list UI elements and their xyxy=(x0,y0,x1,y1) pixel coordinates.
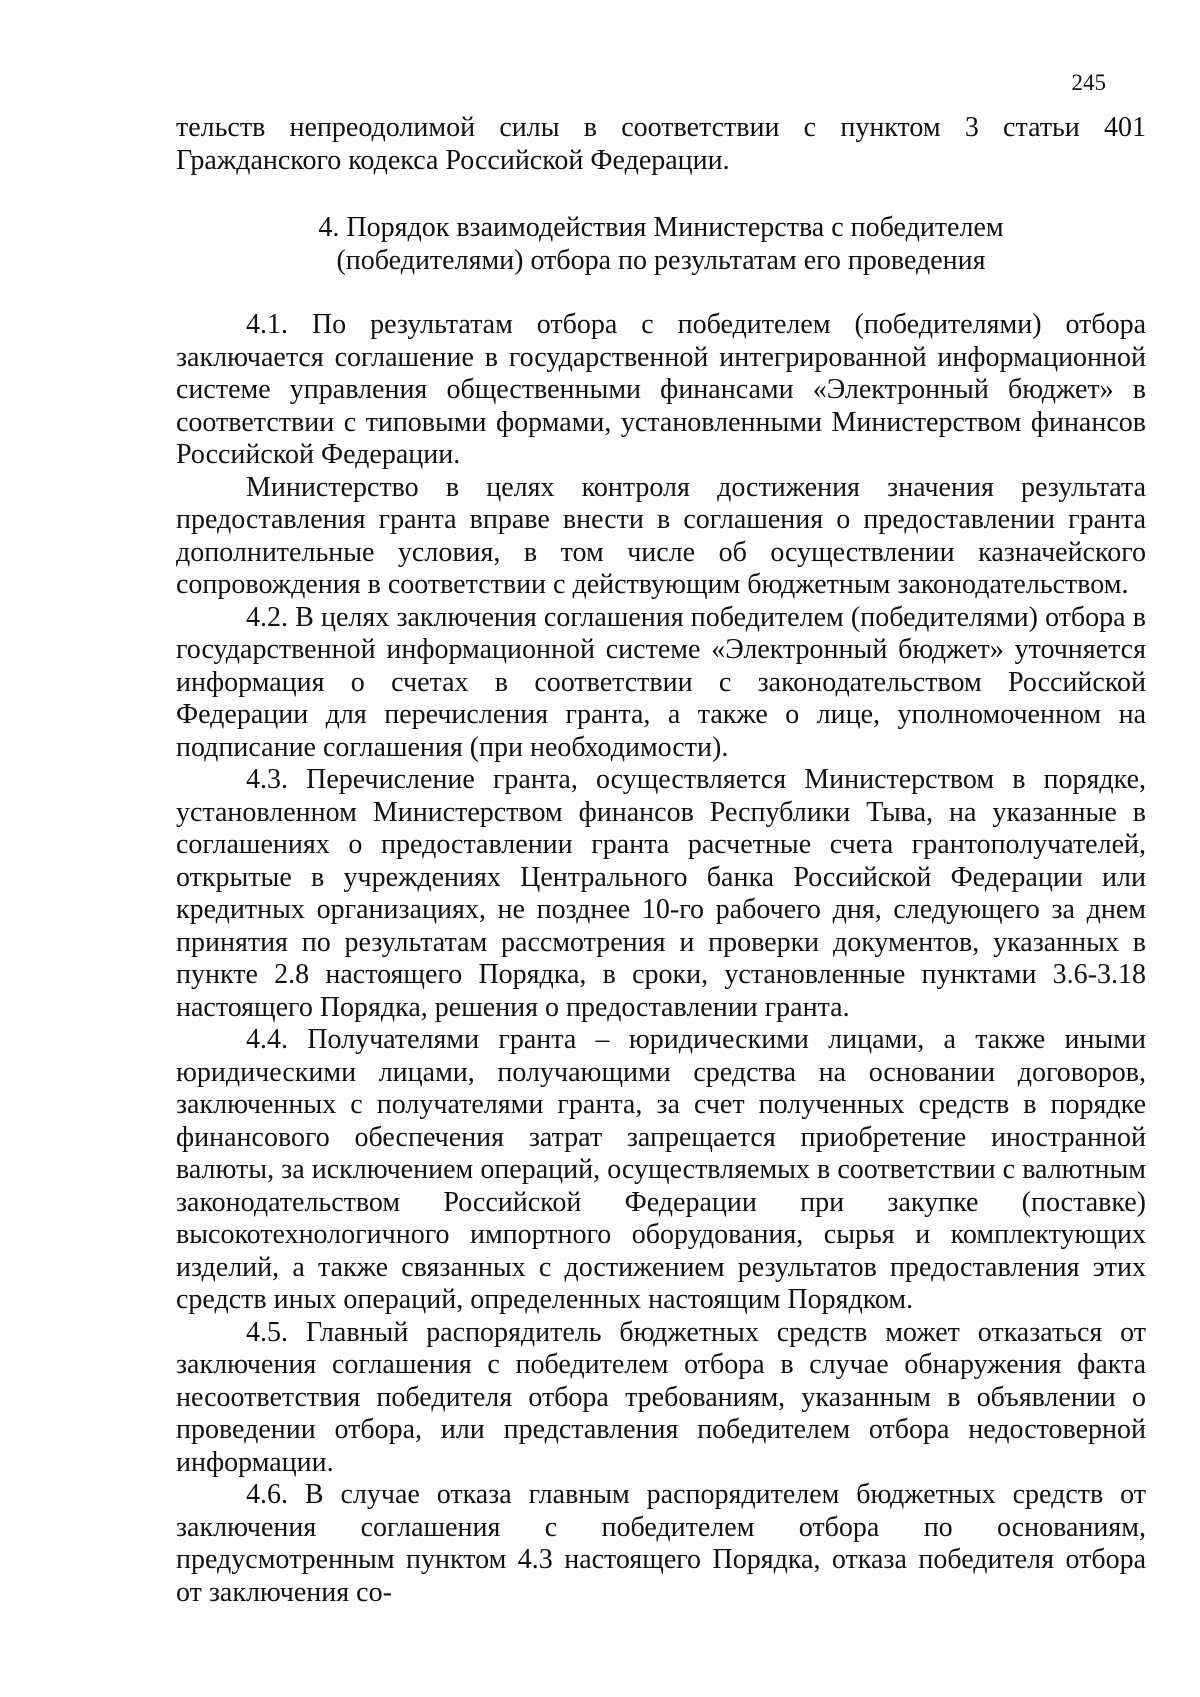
paragraph-4-1: 4.1. По результатам отбора с победителем (победителями) отбора заключается соглашение в государственной интегрированной информационной системе управления общественными финансами «Электронный бюджет» в соответствии с типовыми формами, установленными Министерством финансов Российской Федерации. xyxy=(176,309,1146,470)
page-number: 245 xyxy=(1071,70,1106,95)
paragraph-4-5: 4.5. Главный распорядитель бюджетных средств может отказаться от заключения соглашения с победителем отбора в случае обнаружения факта несоответствия победителя отбора требованиям, указанным в объявлении о проведении отбора, или представления победителем отбора недостоверной информации. xyxy=(176,1316,1146,1478)
section-heading-line-1: 4. Порядок взаимодействия Министерства с победителем xyxy=(318,212,1004,243)
paragraph-continuation: тельств непреодолимой силы в соответствии с пунктом 3 статьи 401 Гражданского кодекса Российской Федерации. xyxy=(176,112,1146,176)
paragraph-4-6: 4.6. В случае отказа главным распорядителем бюджетных средств от заключения соглашения с победителем отбора по основаниям, предусмотренным пунктом 4.3 настоящего Порядка, отказа победителя отбора от заключения со- xyxy=(176,1479,1146,1608)
section-heading xyxy=(176,212,1146,277)
paragraph-4-4: 4.4. Получателями гранта – юридическими лицами, а также иными юридическими лицами, получающими средства на основании договоров, заключенных с получателями гранта, за счет полученных средств в порядке финансового обеспечения затрат запрещается приобретение иностранной валюты, за исключением операций, осуществляемых в соответствии с валютным законодательством Российской Федерации при закупке (поставке) высокотехнологичного импортного оборудования, сырья и комплектующих изделий, а также связанных с достижением результатов предоставления этих средств иных операций, определенных настоящим Порядком. xyxy=(176,1024,1146,1315)
paragraph-4-3: 4.3. Перечисление гранта, осуществляется Министерством в порядке, установленном Министерством финансов Республики Тыва, на указанные в соглашениях о предоставлении гранта расчетные счета грантополучателей, открытые в учреждениях Центрального банка Российской Федерации или кредитных организациях, не позднее 10-го рабочего дня, следующего за днем принятия по результатам рассмотрения и проверки документов, указанных в пункте 2.8 настоящего Порядка, в сроки, установленные пунктами 3.6-3.18 настоящего Порядка, решения о предоставлении гранта. xyxy=(176,764,1146,1023)
paragraph-4-2: 4.2. В целях заключения соглашения победителем (победителями) отбора в государственной информационной системе «Электронный бюджет» уточняется информация о счетах в соответствии с законодательством Российской Федерации для перечисления гранта, а также о лице, уполномоченном на подписание соглашения (при необходимости). xyxy=(176,601,1146,763)
document-body xyxy=(176,112,1146,1609)
section-heading-line-2: (победителями) отбора по результатам его проведения xyxy=(336,244,986,276)
paragraph-4-1-b: Министерство в целях контроля достижения значения результата предоставления гранта вправе внести в соглашения о предоставлении гранта дополнительные условия, в том числе об осуществлении казначейского сопровождения в соответствии с действующим бюджетным законодательством. xyxy=(176,471,1146,600)
